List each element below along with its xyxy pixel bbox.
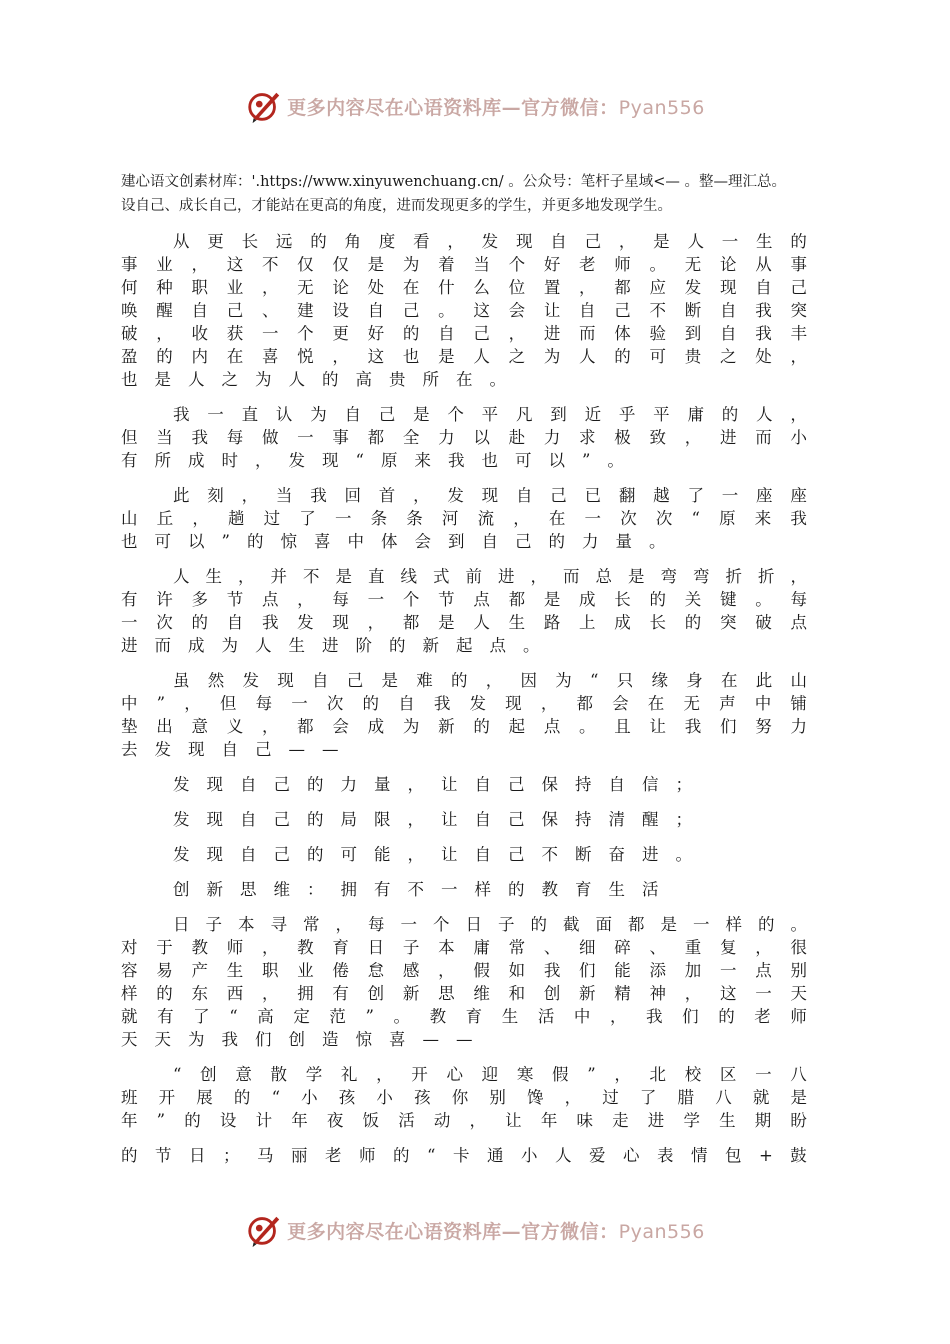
watermark-text: 更多内容尽在心语资料库—官方微信：Pyan556 xyxy=(287,1220,705,1243)
text-line: 也 是 人 之 为 人 的 高 贵 所 在 。 xyxy=(121,370,506,389)
paragraph xyxy=(121,230,807,391)
pen-logo-icon xyxy=(245,87,283,125)
text-line: 年 ” 的 设 计 年 夜 饭 活 动 ， 让 年 味 走 进 学 生 期 盼 xyxy=(121,1111,807,1130)
paragraph xyxy=(121,403,807,472)
source-header xyxy=(121,170,841,218)
paragraph xyxy=(121,669,807,761)
text-line: 但 当 我 每 做 一 事 都 全 力 以 赴 力 求 极 致 ， 进 而 小 xyxy=(121,428,807,447)
text-line: 对 于 教 师 ， 教 育 日 子 本 庸 常 、 细 碎 、 重 复 ， 很 xyxy=(121,938,807,957)
text-line: 何 种 职 业 ， 无 论 处 在 什 么 位 置 ， 都 应 发 现 自 己 xyxy=(121,278,807,297)
paragraph xyxy=(121,1144,807,1167)
bottom-watermark-banner xyxy=(0,1208,950,1252)
text-line: 有 所 成 时 ， 发 现 “ 原 来 我 也 可 以 ” 。 xyxy=(121,451,624,470)
article-body xyxy=(121,230,807,1179)
top-watermark-banner xyxy=(0,84,950,128)
text-line: 日 子 本 寻 常 ， 每 一 个 日 子 的 截 面 都 是 一 样 的 。 xyxy=(173,915,807,934)
text-line: “ 创 意 散 学 礼 ， 开 心 迎 寒 假 ” ， 北 校 区 一 八 xyxy=(173,1065,807,1084)
paragraph xyxy=(121,565,807,657)
paragraph xyxy=(121,1063,807,1132)
paragraph xyxy=(121,773,807,796)
text-line: 破 ， 收 获 一 个 更 好 的 自 己 ， 进 而 体 验 到 自 我 丰 xyxy=(121,324,807,343)
header-line-2: 设自己、成长自己，才能站在更高的角度，进而发现更多的学生，并更多地发现学生。 xyxy=(121,198,672,214)
text-line: 创 新 思 维 ： 拥 有 不 一 样 的 教 育 生 活 xyxy=(173,880,659,899)
paragraph xyxy=(121,808,807,831)
text-line: 发 现 自 己 的 可 能 ， 让 自 己 不 断 奋 进 。 xyxy=(173,845,692,864)
text-line: 发 现 自 己 的 力 量 ， 让 自 己 保 持 自 信 ； xyxy=(173,775,692,794)
text-line: 容 易 产 生 职 业 倦 怠 感 ， 假 如 我 们 能 添 加 一 点 别 xyxy=(121,961,807,980)
text-line: 一 次 的 自 我 发 现 ， 都 是 人 生 路 上 成 长 的 突 破 点 xyxy=(121,613,807,632)
text-line: 天 天 为 我 们 创 造 惊 喜 — — xyxy=(121,1030,473,1049)
paragraph xyxy=(121,878,807,901)
text-line: 班 开 展 的 “ 小 孩 小 孩 你 别 馋 ， 过 了 腊 八 就 是 xyxy=(121,1088,807,1107)
pen-logo-icon xyxy=(245,1211,283,1249)
paragraph xyxy=(121,484,807,553)
text-line: 有 许 多 节 点 ， 每 一 个 节 点 都 是 成 长 的 关 键 。 每 xyxy=(121,590,807,609)
paragraph xyxy=(121,843,807,866)
text-line: 我 一 直 认 为 自 己 是 个 平 凡 到 近 乎 平 庸 的 人 ， xyxy=(173,405,807,424)
text-line: 此 刻 ， 当 我 回 首 ， 发 现 自 己 已 翻 越 了 一 座 座 xyxy=(173,486,807,505)
text-line: 垫 出 意 义 ， 都 会 成 为 新 的 起 点 。 且 让 我 们 努 力 xyxy=(121,717,807,736)
text-line: 发 现 自 己 的 局 限 ， 让 自 己 保 持 清 醒 ； xyxy=(173,810,692,829)
text-line: 虽 然 发 现 自 己 是 难 的 ， 因 为 “ 只 缘 身 在 此 山 xyxy=(173,671,807,690)
text-line: 进 而 成 为 人 生 进 阶 的 新 起 点 。 xyxy=(121,636,540,655)
text-line: 山 丘 ， 趟 过 了 一 条 条 河 流 ， 在 一 次 次 “ 原 来 我 xyxy=(121,509,807,528)
text-line: 唤 醒 自 己 、 建 设 自 己 。 这 会 让 自 己 不 断 自 我 突 xyxy=(121,301,807,320)
text-line: 事 业 ， 这 不 仅 仅 是 为 着 当 个 好 老 师 。 无 论 从 事 xyxy=(121,255,807,274)
text-line: 人 生 ， 并 不 是 直 线 式 前 进 ， 而 总 是 弯 弯 折 折 ， xyxy=(173,567,807,586)
header-line-1: 建心语文创素材库：'.https://www.xinyuwenchuang.cn/ 。公众号：笔杆子星域<— 。整—理汇总。 xyxy=(121,174,786,190)
text-line: 也 可 以 ” 的 惊 喜 中 体 会 到 自 己 的 力 量 。 xyxy=(121,532,666,551)
paragraph xyxy=(121,913,807,1051)
text-line: 样 的 东 西 ， 拥 有 创 新 思 维 和 创 新 精 神 ， 这 一 天 xyxy=(121,984,807,1003)
text-line: 去 发 现 自 己 — — xyxy=(121,740,339,759)
watermark-text: 更多内容尽在心语资料库—官方微信：Pyan556 xyxy=(287,96,705,119)
text-line: 从 更 长 远 的 角 度 看 ， 发 现 自 己 ， 是 人 一 生 的 xyxy=(173,232,807,251)
text-line: 盈 的 内 在 喜 悦 ， 这 也 是 人 之 为 人 的 可 贵 之 处 ， xyxy=(121,347,807,366)
text-line: 的 节 日 ； 马 丽 老 师 的 “ 卡 通 小 人 爱 心 表 情 包 + 鼓 xyxy=(121,1146,807,1165)
text-line: 就 有 了 “ 高 定 范 ” 。 教 育 生 活 中 ， 我 们 的 老 师 xyxy=(121,1007,807,1026)
text-line: 中 ” ， 但 每 一 次 的 自 我 发 现 ， 都 会 在 无 声 中 铺 xyxy=(121,694,807,713)
